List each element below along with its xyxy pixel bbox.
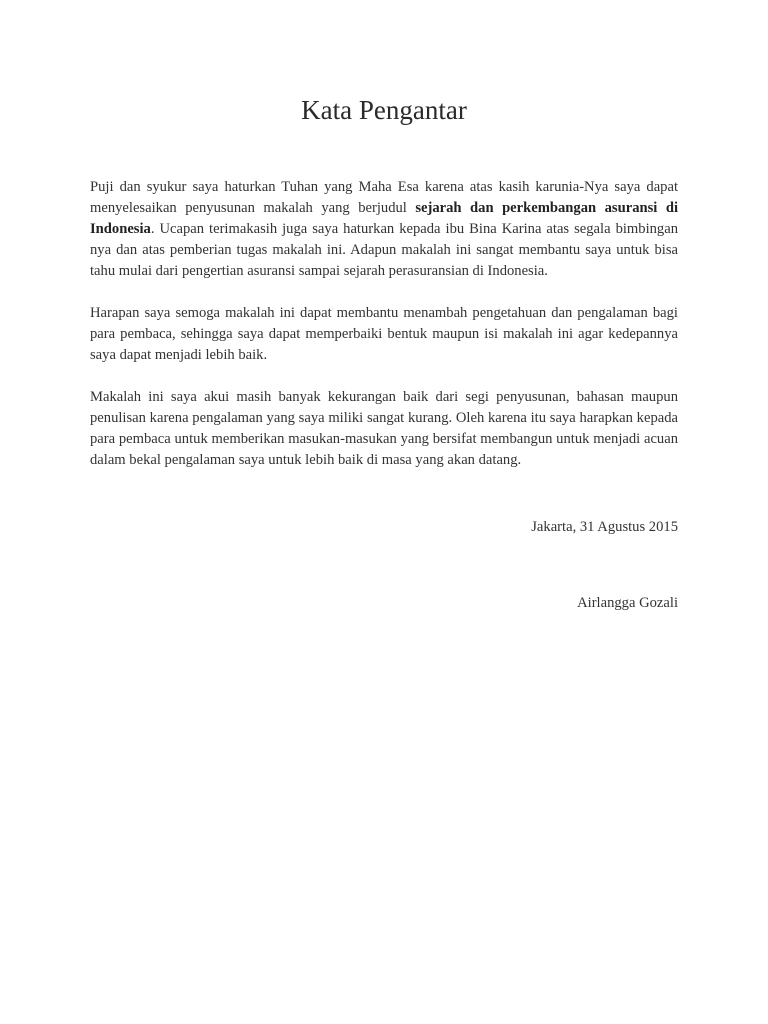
document-title: Kata Pengantar bbox=[301, 95, 467, 125]
paragraph-intro-part1: Puji dan syukur saya haturkan Tuhan yang Maha Esa karena atas kasih karunia-Nya saya dapat menyelesaikan penyusunan makalah yang berjudul bbox=[90, 179, 678, 216]
paragraph-closing: Makalah ini saya akui masih banyak kekurangan baik dari segi penyusunan, bahasan maupun penulisan karena pengalaman yang saya miliki sangat kurang. Oleh karena itu saya harapkan kepada para pembaca untuk memberikan masukan-masukan yang bersifat membangun untuk menjadi acuan dalam bekal pengalaman saya untuk lebih baik di masa yang akan datang. bbox=[90, 389, 678, 468]
author-name: Airlangga Gozali bbox=[577, 595, 678, 611]
document-body bbox=[90, 177, 678, 492]
paragraph-intro-bold-title: sejarah dan perkembangan asuransi di Indonesia bbox=[90, 200, 679, 237]
paragraph-hope: Harapan saya semoga makalah ini dapat membantu menambah pengetahuan dan pengalaman bagi para pembaca, sehingga saya dapat memperbaiki bentuk maupun isi makalah ini agar kedepannya saya dapat menjadi lebih baik. bbox=[90, 305, 678, 363]
paragraph-intro-part2: . Ucapan terimakasih juga saya haturkan kepada ibu Bina Karina atas segala bimbingan nya dan atas pemberian tugas makalah ini. Adapun makalah ini sangat membantu saya untuk bisa tahu mulai dari pengertian asuransi sampai sejarah perasuransian di Indonesia. bbox=[90, 221, 678, 279]
paragraph-intro bbox=[90, 177, 678, 282]
place-date: Jakarta, 31 Agustus 2015 bbox=[531, 519, 678, 535]
